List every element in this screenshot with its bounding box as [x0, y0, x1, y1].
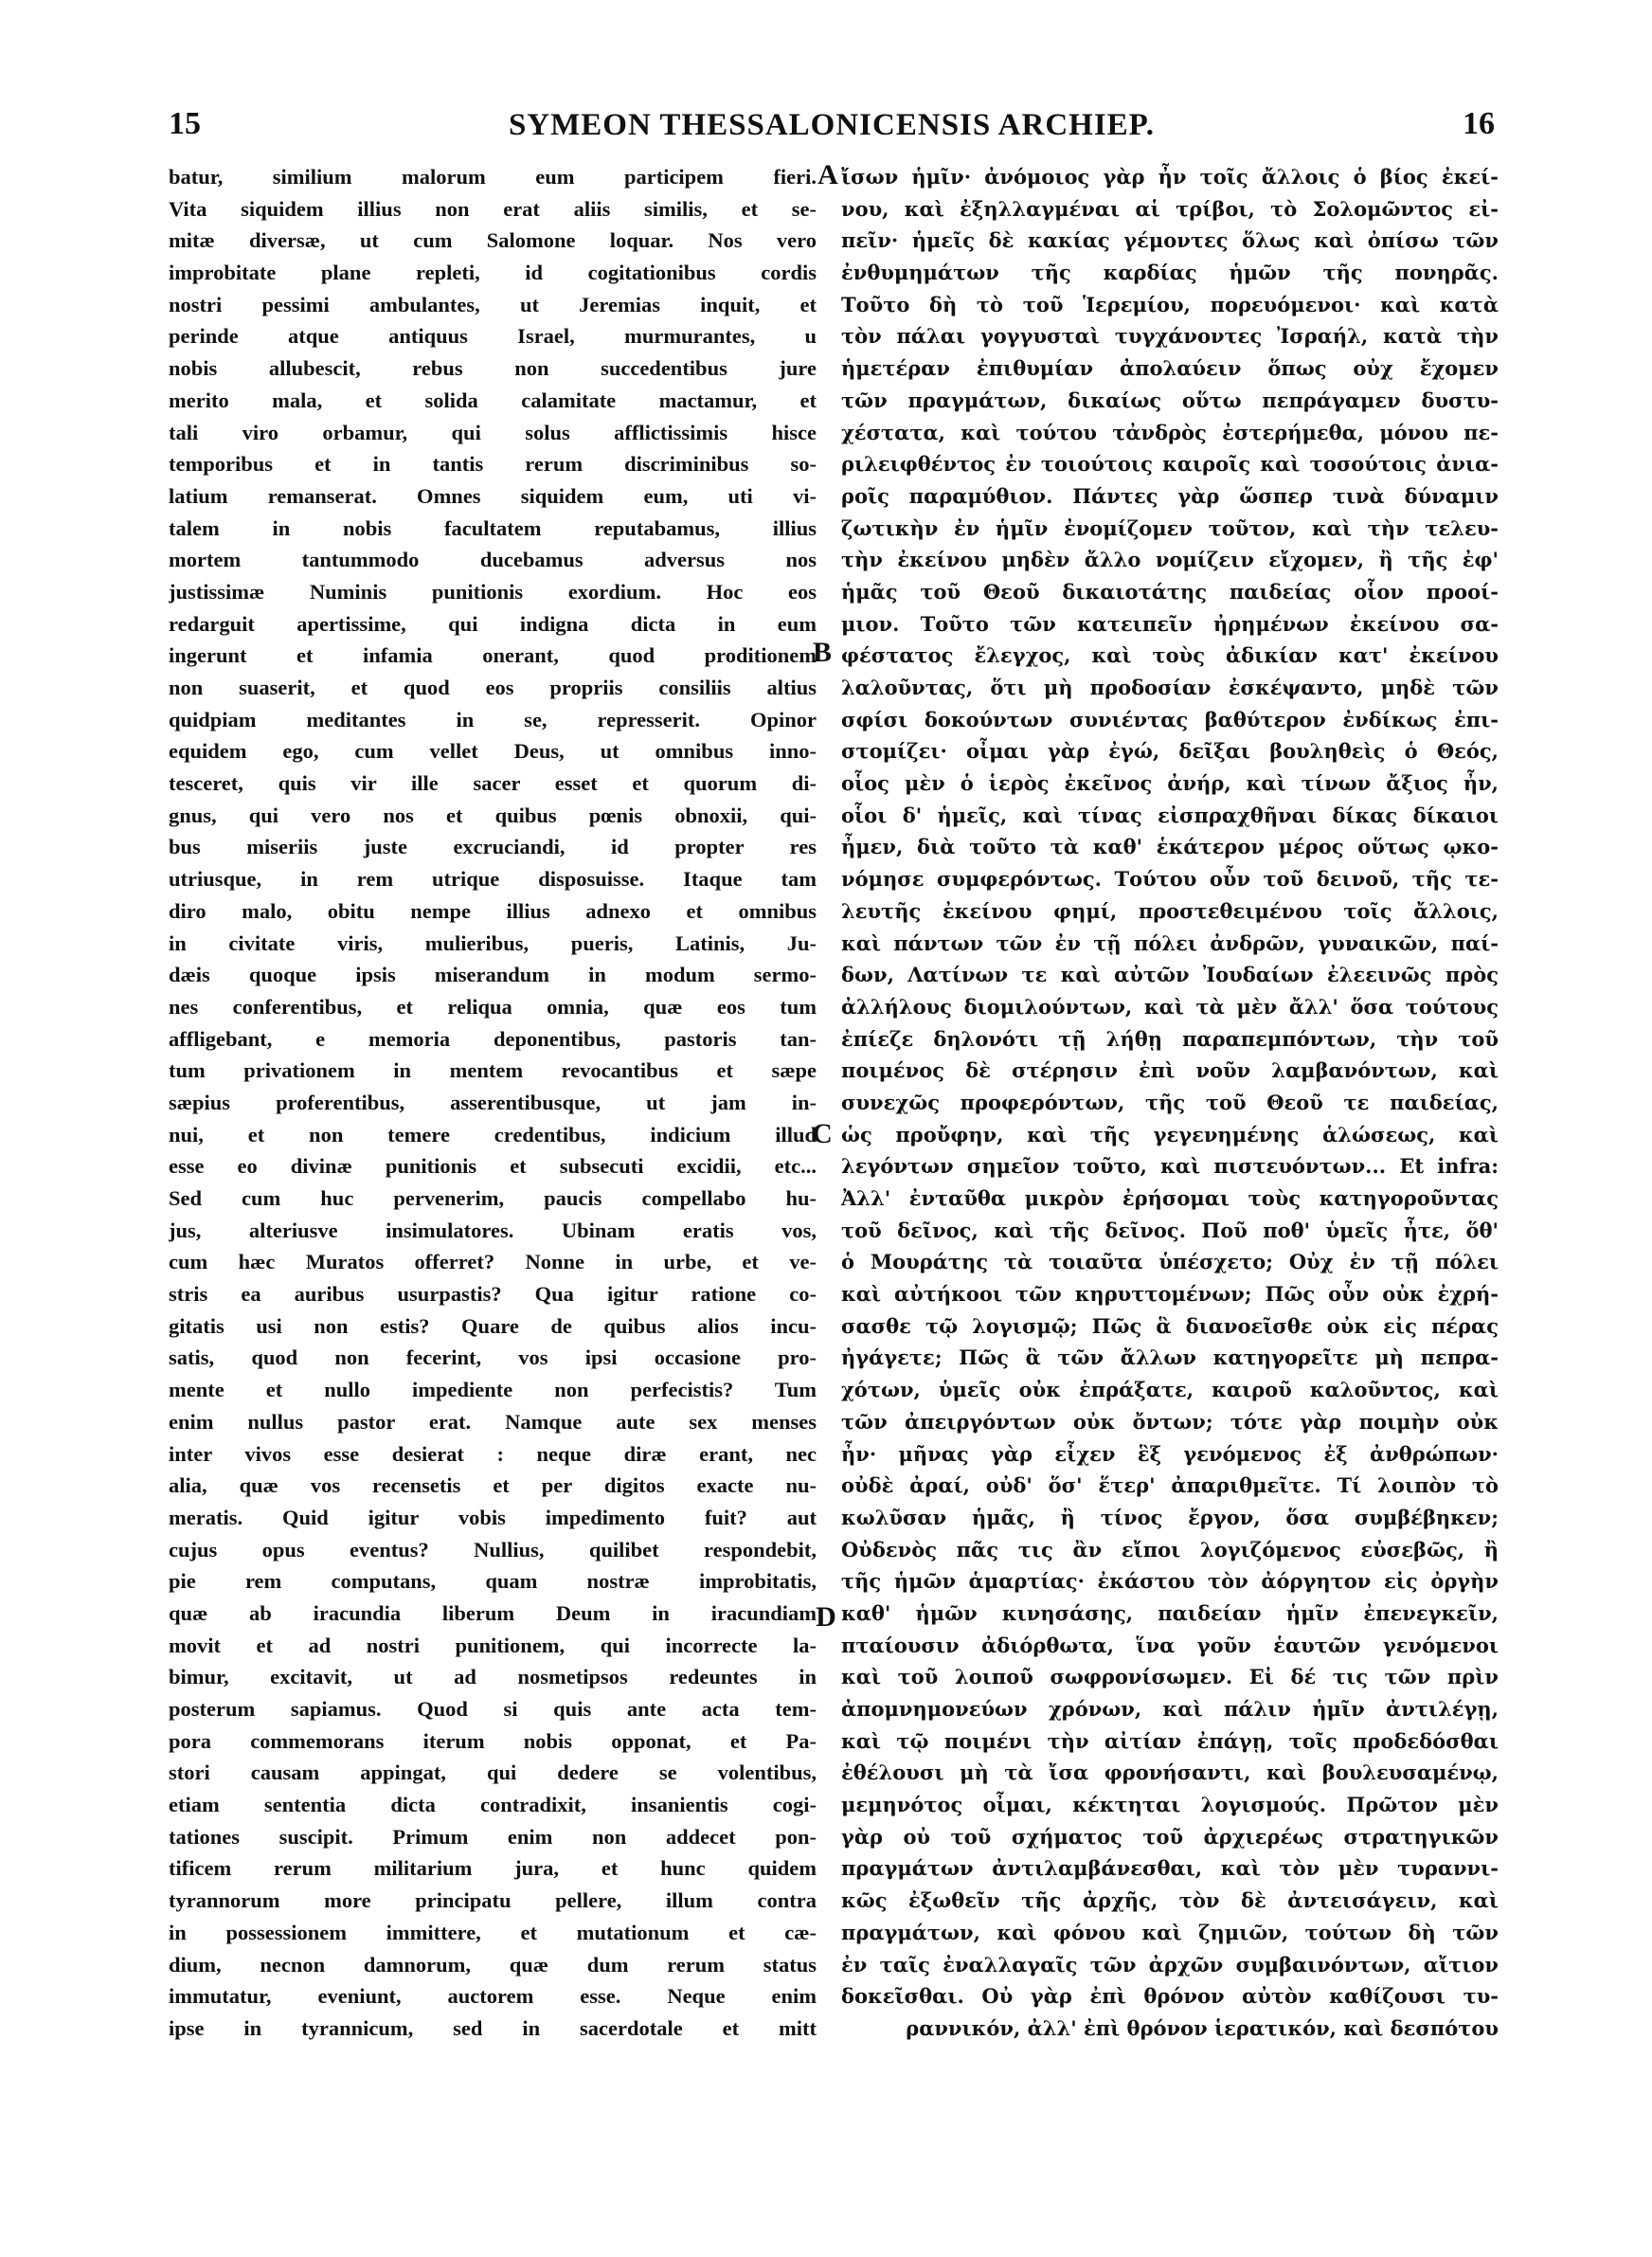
latin-text-line: immutatur, eveniunt, auctorem esse. Neque enim	[169, 1984, 817, 2009]
greek-text-line: ριλειφθέντος ἐν τοιούτοις καιροῖς καὶ τοσούτοις ἀνια-	[841, 452, 1499, 477]
greek-text-line: στομίζει· οἶμαι γὰρ ἐγώ, δεῖξαι βουληθεὶς ὁ Θεός,	[841, 739, 1499, 764]
latin-text-line: cujus opus eventus? Nullius, quilibet respondebit,	[169, 1537, 817, 1562]
latin-text-line: bimur, excitavit, ut ad nosmetipsos redeuntes in	[169, 1665, 817, 1689]
latin-text-line: pora commemorans iterum nobis opponat, et Pa-	[169, 1728, 817, 1753]
latin-text-line: sæpius proferentibus, asserentibusque, ut jam in-	[169, 1090, 817, 1114]
greek-text-line: πεῖν· ἡμεῖς δὲ κακίας γέμοντες ὅλως καὶ ὀπίσω τῶν	[841, 228, 1499, 253]
latin-text-line: inter vivos esse desierat : neque diræ erant, nec	[169, 1441, 817, 1466]
greek-text-line: σφίσι δοκούντων συνιέντας βαθύτερον ἐνδίκως ἐπι-	[841, 707, 1499, 731]
greek-text-line: ἀλλήλους διομιλούντων, καὶ τὰ μὲν ἄλλ' ὅσα τούτους	[841, 994, 1499, 1019]
latin-text-line: utriusque, in rem utrique disposuisse. Itaque tam	[169, 867, 817, 892]
greek-text-line: νου, καὶ ἐξηλλαγμέναι αἱ τρίβοι, τὸ Σολομῶντος εἰ-	[841, 196, 1499, 221]
greek-text-line: λεγόντων σημεῖον τοῦτο, καὶ πιστευόντων... Et infra:	[841, 1154, 1499, 1179]
greek-text-line: ἴσων ἡμῖν· ἀνόμοιος γὰρ ἦν τοῖς ἄλλοις ὁ βίος ἐκεί-	[841, 165, 1499, 189]
latin-text-line: esse eo divinæ punitionis et subsecuti excidii, etc...	[169, 1154, 817, 1179]
greek-text-line: ἠγάγετε; Πῶς ἃ τῶν ἄλλων κατηγορεῖτε μὴ πεπρα-	[841, 1345, 1499, 1370]
greek-text-line: καὶ τῷ ποιμένι τὴν αἰτίαν ἐπάγῃ, τοῖς προδεδόσθαι	[841, 1728, 1499, 1753]
latin-text-line: dium, necnon damnorum, quæ dum rerum status	[169, 1952, 817, 1977]
greek-text-line: σασθε τῷ λογισμῷ; Πῶς ἃ διανοεῖσθε οὐκ εἰς πέρας	[841, 1313, 1499, 1338]
latin-text-line: diro malo, obitu nempe illius adnexo et omnibus	[169, 898, 817, 923]
latin-text-line: nostri pessimi ambulantes, ut Jeremias inquit, et	[169, 292, 817, 316]
greek-text-line: συνεχῶς προφερόντων, τῆς τοῦ Θεοῦ τε παιδείας,	[841, 1090, 1499, 1114]
greek-text-line: καὶ αὐτήκοοι τῶν κηρυττομένων; Πῶς οὖν οὐκ ἐχρή-	[841, 1282, 1499, 1307]
greek-text-line: χότων, ὑμεῖς οὐκ ἐπράξατε, καιροῦ καλοῦντος, καὶ	[841, 1378, 1499, 1402]
latin-text-line: etiam sententia dicta contradixit, insanientis cogi-	[169, 1793, 817, 1817]
section-marker-d: D	[816, 1601, 836, 1633]
latin-text-line: tificem rerum militarium jura, et hunc quidem	[169, 1856, 817, 1881]
latin-text-line: perinde atque antiquus Israel, murmurantes, u	[169, 324, 817, 349]
latin-text-line: nobis allubescit, rebus non succedentibus jure	[169, 356, 817, 381]
greek-text-line: ροῖς παραμύθιον. Πάντες γὰρ ὥσπερ τινὰ δύναμιν	[841, 483, 1499, 508]
latin-text-line: satis, quod non fecerint, vos ipsi occasione pro-	[169, 1345, 817, 1370]
greek-text-line: τῶν ἀπειργόντων οὐκ ὄντων; τότε γὰρ ποιμὴν οὐκ	[841, 1409, 1499, 1434]
greek-column	[841, 161, 1499, 2075]
latin-text-line: nui, et non temere credentibus, indicium illud	[169, 1122, 817, 1147]
latin-column	[169, 161, 817, 2075]
greek-text-line: πραγμάτων, καὶ φόνου καὶ ζημιῶν, τούτων δὴ τῶν	[841, 1920, 1499, 1944]
latin-text-line: justissimæ Numinis punitionis exordium. Hoc eos	[169, 579, 817, 604]
greek-text-line: δοκεῖσθαι. Οὐ γὰρ ἐπὶ θρόνον αὐτὸν καθίζουσι τυ-	[841, 1984, 1499, 2009]
latin-text-line: cum hæc Muratos offerret? Nonne in urbe, et ve-	[169, 1250, 817, 1274]
greek-text-line: Τοῦτο δὴ τὸ τοῦ Ἱερεμίου, πορευόμενοι· καὶ κατὰ	[841, 292, 1499, 316]
greek-text-line: ἐθέλουσι μὴ τὰ ἴσα φρονήσαντι, καὶ βουλευσαμένῳ,	[841, 1760, 1499, 1785]
latin-text-line: ingerunt et infamia onerant, quod proditionem	[169, 643, 817, 668]
latin-text-line: Sed cum huc pervenerim, paucis compellabo hu-	[169, 1186, 817, 1210]
greek-text-line: μιον. Τοῦτο τῶν κατειπεῖν ἠρημένων ἐκείνου σα-	[841, 611, 1499, 636]
greek-text-line: τῶν πραγμάτων, δικαίως οὕτω πεπράγαμεν δυστυ-	[841, 388, 1499, 412]
latin-text-line: tum privationem in mentem revocantibus et sæpe	[169, 1058, 817, 1083]
latin-text-line: mente et nullo impediente non perfecistis? Tum	[169, 1378, 817, 1402]
greek-text-line: ἦν· μῆνας γὰρ εἶχεν ἓξ γενόμενος ἐξ ἀνθρώπων·	[841, 1441, 1499, 1466]
greek-text-line: καθ' ἡμῶν κινησάσης, παιδείαν ἡμῖν ἐπενεγκεῖν,	[841, 1600, 1499, 1625]
greek-text-line: οἷος μὲν ὁ ἱερὸς ἐκεῖνος ἀνήρ, καὶ τίνων ἄξιος ἦν,	[841, 771, 1499, 796]
latin-text-line: movit et ad nostri punitionem, qui incorrecte la-	[169, 1633, 817, 1657]
latin-text-line: tyrannorum more principatu pellere, illum contra	[169, 1888, 817, 1913]
latin-text-line: temporibus et in tantis rerum discriminibus so-	[169, 452, 817, 477]
greek-text-line: Ἀλλ' ἐνταῦθα μικρὸν ἐρήσομαι τοὺς κατηγοροῦντας	[841, 1186, 1499, 1210]
greek-text-line: νόμησε συμφερόντως. Τούτου οὖν τοῦ δεινοῦ, τῆς τε-	[841, 867, 1499, 892]
greek-text-line: πταίουσιν ἀδιόρθωτα, ἵνα γοῦν ἑαυτῶν γενόμενοι	[841, 1633, 1499, 1657]
latin-text-line: Vita siquidem illius non erat aliis similis, et se-	[169, 196, 817, 221]
greek-text-line: ἡμᾶς τοῦ Θεοῦ δικαιοτάτης παιδείας οἷον προοί-	[841, 579, 1499, 604]
greek-text-line: πραγμάτων ἀντιλαμβάνεσθαι, καὶ τὸν μὲν τυραννι-	[841, 1856, 1499, 1881]
greek-text-line: ἐν ταῖς ἐναλλαγαῖς τῶν ἀρχῶν συμβαινόντων, αἴτιον	[841, 1952, 1499, 1977]
latin-text-line: quæ ab iracundia liberum Deum in iracundiam	[169, 1600, 817, 1625]
greek-text-line: ἐνθυμημάτων τῆς καρδίας ἡμῶν τῆς πονηρᾶς.	[841, 261, 1499, 285]
latin-text-line: mortem tantummodo ducebamus adversus nos	[169, 548, 817, 572]
section-marker-b: B	[812, 637, 832, 668]
greek-text-line: καὶ τοῦ λοιποῦ σωφρονίσωμεν. Εἰ δέ τις τῶν πρὶν	[841, 1665, 1499, 1689]
latin-text-line: improbitate plane repleti, id cogitationibus cordis	[169, 261, 817, 285]
greek-text-line: τὴν ἐκείνου μηδὲν ἄλλο νομίζειν εἴχομεν, ἢ τῆς ἐφ'	[841, 548, 1499, 572]
latin-text-line: merito mala, et solida calamitate mactamur, et	[169, 388, 817, 412]
page-header	[169, 106, 1495, 159]
latin-text-line: talem in nobis facultatem reputabamus, illius	[169, 515, 817, 540]
greek-text-line: Οὐδενὸς πᾶς τις ἂν εἴποι λογιζόμενος εὐσεβῶς, ἢ	[841, 1537, 1499, 1562]
greek-text-line: ζωτικὴν ἐν ἡμῖν ἐνομίζομεν τοῦτον, καὶ τὴν τελευ-	[841, 515, 1499, 540]
greek-text-line: κῶς ἐξωθεῖν τῆς ἀρχῆς, τὸν δὲ ἀντεισάγειν, καὶ	[841, 1888, 1499, 1913]
page-number-right: 16	[1463, 106, 1495, 141]
greek-text-line: οἷοι δ' ἡμεῖς, καὶ τίνας εἰσπραχθῆναι δίκας δίκαιοι	[841, 803, 1499, 827]
greek-text-line: φέστατος ἔλεγχος, καὶ τοὺς ἀδικίαν κατ' ἐκείνου	[841, 643, 1499, 668]
greek-text-line: οὐδὲ ἀραί, οὐδ' ὅσ' ἕτερ' ἀπαριθμεῖτε. Τί λοιπὸν τὸ	[841, 1473, 1499, 1498]
greek-text-line: λευτῆς ἐκείνου φημί, προστεθειμένου τοῖς ἄλλοις,	[841, 898, 1499, 923]
page-number-left: 15	[169, 106, 201, 141]
latin-text-line: alia, quæ vos recensetis et per digitos exacte nu-	[169, 1473, 817, 1498]
latin-text-line: tationes suscipit. Primum enim non addecet pon-	[169, 1824, 817, 1849]
latin-text-line: jus, alteriusve insimulatores. Ubinam eratis vos,	[169, 1218, 817, 1242]
greek-text-line: καὶ πάντων τῶν ἐν τῇ πόλει ἀνδρῶν, γυναικῶν, παί-	[841, 930, 1499, 955]
latin-text-line: non suaserit, et quod eos propriis consiliis altius	[169, 676, 817, 699]
latin-text-line: equidem ego, cum vellet Deus, ut omnibus inno-	[169, 739, 817, 764]
latin-text-line: in possessionem immittere, et mutationum et cæ-	[169, 1920, 817, 1944]
latin-text-line: tali viro orbamur, qui solus afflictissimis hisce	[169, 420, 817, 444]
greek-text-line: ὡς προὔφην, καὶ τῆς γεγενημένης ἁλώσεως, καὶ	[841, 1122, 1499, 1147]
latin-text-line: gnus, qui vero nos et quibus pœnis obnoxii, qui-	[169, 803, 817, 827]
latin-text-line: meratis. Quid igitur vobis impedimento fuit? aut	[169, 1505, 817, 1529]
latin-text-line: in civitate viris, mulieribus, pueris, Latinis, Ju-	[169, 930, 817, 955]
greek-text-line: ἐπίεζε δηλονότι τῇ λήθῃ παραπεμπόντων, τὴν τοῦ	[841, 1026, 1499, 1051]
running-title: SYMEON THESSALONICENSIS ARCHIEP.	[508, 108, 1156, 142]
greek-text-line: χέστατα, καὶ τούτου τἀνδρὸς ἐστερήμεθα, μόνου πε-	[841, 420, 1499, 444]
greek-text-line: δων, Λατίνων τε καὶ αὐτῶν Ἰουδαίων ἐλεεινῶς πρὸς	[841, 963, 1499, 987]
greek-text-line: ἀπομνημονεύων χρόνων, καὶ πάλιν ἡμῖν ἀντιλέγῃ,	[841, 1697, 1499, 1721]
latin-text-line: tesceret, quis vir ille sacer esset et quorum di-	[169, 771, 817, 796]
latin-text-line: gitatis usi non estis? Quare de quibus alios incu-	[169, 1313, 817, 1338]
latin-text-line: latium remanserat. Omnes siquidem eum, uti vi-	[169, 483, 817, 508]
latin-text-line: posterum sapiamus. Quod si quis ante acta tem-	[169, 1697, 817, 1721]
greek-text-line: ἦμεν, διὰ τοῦτο τὰ καθ' ἑκάτερον μέρος οὕτως ῳκο-	[841, 835, 1499, 859]
latin-text-line: pie rem computans, quam nostræ improbitatis,	[169, 1569, 817, 1594]
latin-text-line: stori causam appingat, qui dedere se volentibus,	[169, 1760, 817, 1785]
latin-text-line: redarguit apertissime, qui indigna dicta in eum	[169, 611, 817, 636]
latin-text-line: affligebant, e memoria deponentibus, pastoris tan-	[169, 1026, 817, 1051]
latin-text-line: dæis quoque ipsis miserandum in modum sermo-	[169, 963, 817, 987]
latin-text-line: ipse in tyrannicum, sed in sacerdotale et mitt	[169, 2015, 817, 2040]
greek-text-line: ὁ Μουράτης τὰ τοιαῦτα ὑπέσχετο; Οὐχ ἐν τῇ πόλει	[841, 1250, 1499, 1274]
latin-text-line: batur, similium malorum eum participem fieri.	[169, 165, 817, 189]
latin-text-line: stris ea auribus usurpastis? Qua igitur ratione co-	[169, 1282, 817, 1307]
greek-text-line: γὰρ οὐ τοῦ σχήματος τοῦ ἀρχιερέως στρατηγικῶν	[841, 1824, 1499, 1849]
greek-text-line: κωλῦσαν ἡμᾶς, ἢ τίνος ἔργον, ὅσα συμβέβηκεν;	[841, 1505, 1499, 1529]
latin-text-line: enim nullus pastor erat. Namque aute sex menses	[169, 1409, 817, 1434]
latin-text-line: quidpiam meditantes in se, represserit. Opinor	[169, 707, 817, 731]
latin-text-line: mitæ diversæ, ut cum Salomone loquar. Nos vero	[169, 228, 817, 253]
section-marker-a: A	[817, 159, 838, 190]
greek-text-line: τὸν πάλαι γογγυσταὶ τυγχάνοντες Ἰσραήλ, κατὰ τὴν	[841, 324, 1499, 349]
latin-text-line: nes conferentibus, et reliqua omnia, quæ eos tum	[169, 994, 817, 1019]
greek-text-line: ραννικόν, ἀλλ' ἐπὶ θρόνον ἱερατικόν, καὶ δεσπότου	[906, 2015, 1499, 2040]
greek-text-line: ἡμετέραν ἐπιθυμίαν ἀπολαύειν ὅπως οὐχ ἔχομεν	[841, 356, 1499, 381]
section-marker-c: C	[812, 1118, 833, 1149]
greek-text-line: τοῦ δεῖνος, καὶ τῆς δεῖνος. Ποῦ ποθ' ὑμεῖς ἦτε, ὅθ'	[841, 1218, 1499, 1242]
greek-text-line: λαλοῦντας, ὅτι μὴ προδοσίαν ἐσκέψαντο, μηδὲ τῶν	[841, 676, 1499, 699]
latin-text-line: bus miseriis juste excruciandi, id propter res	[169, 835, 817, 859]
greek-text-line: ποιμένος δὲ στέρησιν ἐπὶ νοῦν λαμβανόντων, καὶ	[841, 1058, 1499, 1083]
greek-text-line: μεμηνότος οἶμαι, κέκτηται λογισμούς. Πρῶτον μὲν	[841, 1793, 1499, 1817]
greek-text-line: τῆς ἡμῶν ἁμαρτίας· ἐκάστου τὸν ἀόργητον εἰς ὀργὴν	[841, 1569, 1499, 1594]
